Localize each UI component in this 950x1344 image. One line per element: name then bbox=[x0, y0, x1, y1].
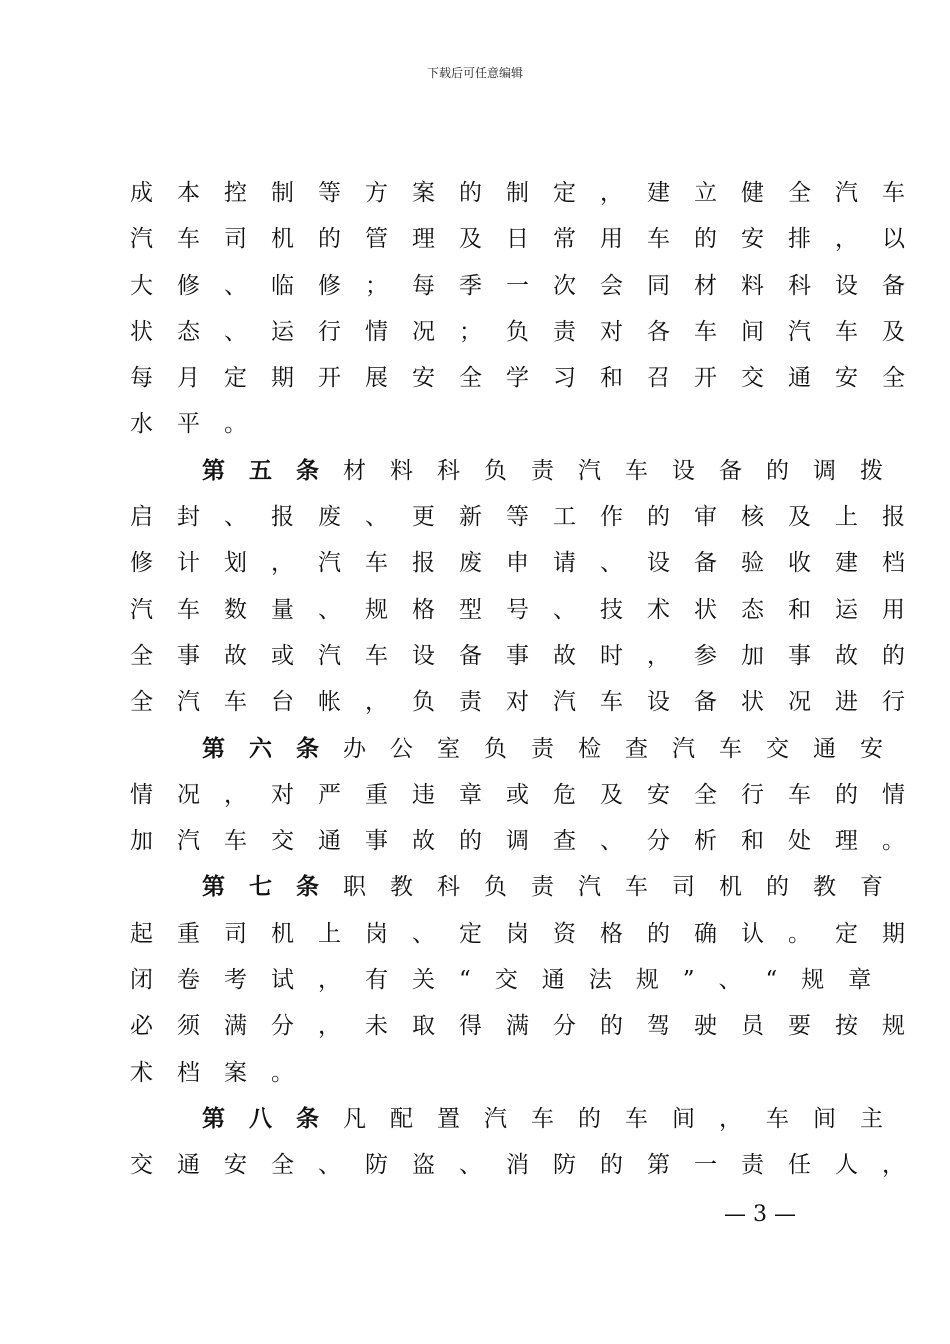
text-line: 闭卷考试，有关“交通法规”、“规章 bbox=[130, 967, 896, 994]
article-heading-line: 第八条凡配置汽车的车间，车间主 bbox=[202, 1104, 907, 1132]
article-number: 第七条 bbox=[202, 873, 343, 901]
text-line: 修计划，汽车报废申请、设备验收建档 bbox=[130, 550, 929, 577]
text-line: 大修、临修；每季一次会同材料科设备 bbox=[130, 272, 929, 299]
text-line: 汽车数量、规格型号、技术状态和运用 bbox=[130, 596, 929, 623]
article-number: 第六条 bbox=[202, 734, 343, 762]
article-heading-line: 第七条职教科负责汽车司机的教育 bbox=[202, 873, 907, 901]
text-line: 情况，对严重违章或危及安全行车的情 bbox=[130, 781, 929, 808]
text-line: 状态、运行情况；负责对各车间汽车及 bbox=[130, 318, 929, 345]
text-line: 加汽车交通事故的调查、分析和处理。 bbox=[130, 828, 929, 855]
article-heading-line: 第六条办公室负责检查汽车交通安 bbox=[202, 734, 907, 762]
article-number: 第五条 bbox=[202, 456, 343, 484]
text-line: 起重司机上岗、定岗资格的确认。定期 bbox=[130, 920, 929, 947]
text-line: 汽车司机的管理及日常用车的安排，以 bbox=[130, 226, 929, 253]
article-number: 第八条 bbox=[202, 1104, 343, 1132]
document-body bbox=[130, 170, 940, 1189]
text-line: 启封、报废、更新等工作的审核及上报 bbox=[130, 504, 929, 531]
page-header: 下载后可任意编辑 bbox=[426, 66, 523, 80]
text-line: 术档案。 bbox=[130, 1059, 318, 1086]
text-line: 全事故或汽车设备事故时，参加事故的 bbox=[130, 642, 929, 669]
text-line: 成本控制等方案的制定，建立健全汽车 bbox=[130, 180, 929, 206]
article-heading-line: 第五条材料科负责汽车设备的调拨 bbox=[202, 456, 907, 484]
text-line: 交通安全、防盗、消防的第一责任人， bbox=[130, 1152, 929, 1179]
text-line: 水平。 bbox=[130, 411, 271, 438]
text-line: 每月定期开展安全学习和召开交通安全 bbox=[130, 365, 929, 392]
page-number: — 3 — bbox=[724, 1202, 796, 1227]
text-line: 必须满分，未取得满分的驾驶员要按规 bbox=[130, 1013, 929, 1040]
text-line: 全汽车台帐，负责对汽车设备状况进行 bbox=[130, 689, 929, 716]
